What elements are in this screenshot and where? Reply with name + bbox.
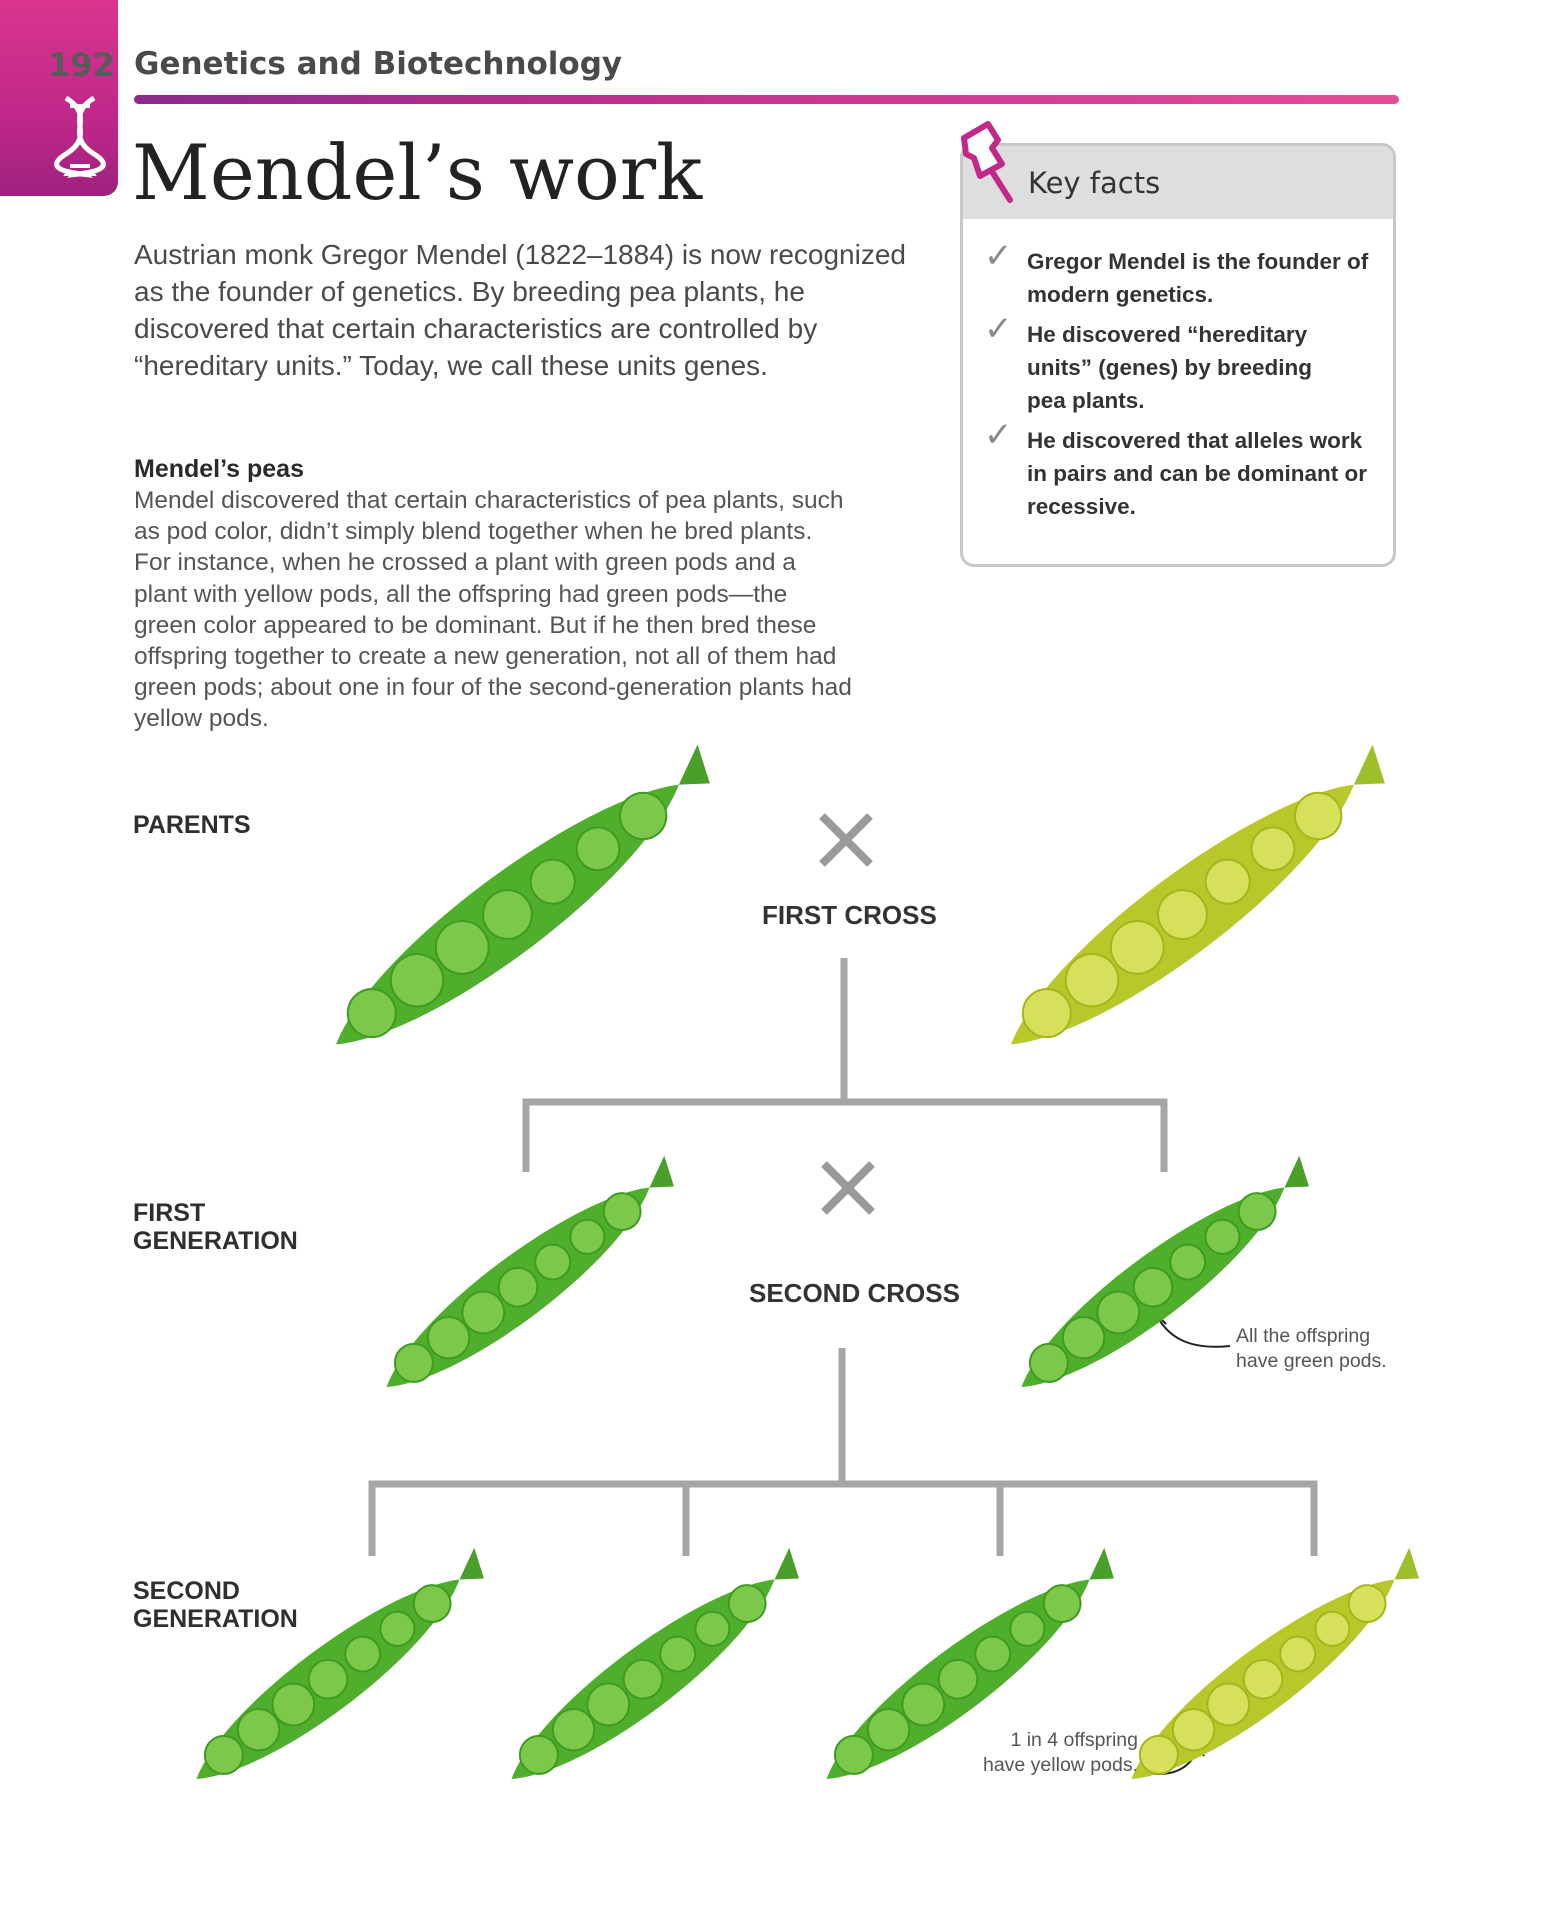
pod-gen2-2 [491,1539,820,1802]
key-fact-2: He discovered “hereditary units” (genes) by breeding pea plants. [1027,322,1313,413]
callout-green-offspring: All the offspring have green pods. [1236,1325,1387,1372]
section-title: Genetics and Biotechnology [134,46,623,82]
key-fact-3: He discovered that alleles work in pairs and can be dominant or recessive. [1027,428,1368,519]
pod-gen1-left [366,1147,695,1410]
label-parents: PARENTS [133,811,251,839]
label-second-cross: SECOND CROSS [749,1278,960,1308]
label-second-generation: SECOND GENERATION [133,1577,298,1633]
label-first-cross: FIRST CROSS [762,900,937,930]
mendels-peas-heading: Mendel’s peas [134,455,304,483]
callout-yellow-offspring: 1 in 4 offspring have yellow pods. [982,1729,1138,1776]
mendels-peas-body: Mendel discovered that certain characteristics of pea plants, such as pod color, didn’t simply blend together when he bred plants. For instance, when he crossed a plant with green pods and a plant with yellow pods, all the offspring had green pods—the green color appeared to be dominant. But if he then bred these offspring together to create a new generation, not all of them had green pods; about one in four of the second-generation plants had yellow pods. [134,487,852,733]
intro-paragraph: Austrian monk Gregor Mendel (1822–1884) is now recognized as the founder of genetics. By breeding pea plants, he discovered that certain characteristics are controlled by “hereditary units.” Today, we call these units genes. [134,239,906,381]
pod-parent-green [311,734,737,1074]
page-title: Mendel’s work [132,128,703,217]
label-first-generation: FIRST GENERATION [133,1199,298,1255]
key-facts-title: Key facts [1028,166,1161,200]
key-fact-1: Gregor Mendel is the founder of modern genetics. [1027,249,1369,307]
check-icon: ✓ [984,416,1013,454]
pod-gen2-4 [1111,1539,1440,1802]
check-icon: ✓ [984,237,1013,275]
page-number: 192 [48,46,115,84]
check-icon: ✓ [984,310,1013,348]
pod-parent-yellow [986,734,1412,1074]
